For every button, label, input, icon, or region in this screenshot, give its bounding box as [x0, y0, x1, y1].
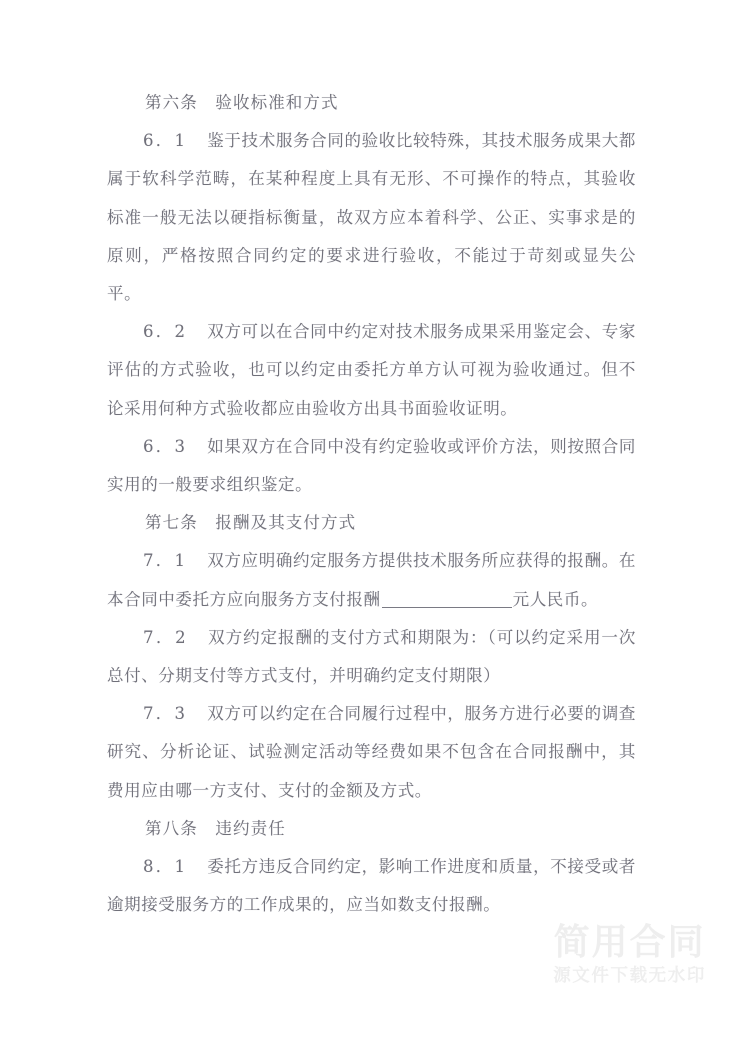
clause-8-1-text: 委托方违反合同约定，影响工作进度和质量，不接受或者逾期接受服务方的工作成果的，应当如数支付报酬。 [107, 857, 636, 915]
clause-7-3 [107, 695, 636, 810]
clause-6-2 [107, 313, 636, 428]
clause-8-1 [107, 848, 636, 924]
clause-7-1-number: 7．1 [143, 551, 188, 571]
clause-7-2-text: 双方约定报酬的支付方式和期限为：（可以约定采用一次总付、分期支付等方式支付，并明确约定支付期限） [107, 627, 636, 686]
clause-7-3-text: 双方可以约定在合同履行过程中，服务方进行必要的调查研究、分析论证、试验测定活动等经费如果不包含在合同报酬中，其费用应由哪一方支付、支付的金额及方式。 [107, 704, 636, 800]
clause-8-1-number: 8．1 [143, 857, 188, 877]
article-7-heading: 第七条 报酬及其支付方式 [145, 513, 357, 533]
clause-7-1-text-after: 元人民币。 [512, 589, 599, 609]
article-8-heading: 第八条 违约责任 [145, 818, 286, 838]
clause-6-1-text: 鉴于技术服务合同的验收比较特殊，其技术服务成果大都属于软科学范畴，在某种程度上具有无形、不可操作的特点，其验收标准一般无法以硬指标衡量，故双方应本着科学、公正、实事求是的原则，严格按照合同约定的要求进行验收，不能过于苛刻或显失公平。 [107, 131, 636, 304]
clause-6-1-number: 6．1 [143, 131, 188, 151]
watermark [553, 924, 706, 987]
clause-7-2 [107, 619, 636, 695]
payment-amount-blank[interactable] [382, 607, 512, 608]
watermark-main-text: 简用合同 [553, 922, 706, 964]
clause-6-3 [107, 428, 636, 504]
clause-7-2-number: 7．2 [143, 627, 188, 647]
clause-6-2-number: 6．2 [143, 322, 188, 342]
clause-6-2-text: 双方可以在合同中约定对技术服务成果采用鉴定会、专家评估的方式验收，也可以约定由委托方单方认可视为验收通过。但不论采用何种方式验收都应由验收方出具书面验收证明。 [107, 322, 636, 418]
clause-6-3-text: 如果双方在合同中没有约定验收或评价方法，则按照合同实用的一般要求组织鉴定。 [107, 436, 636, 495]
clause-7-1-text-before: 双方应明确约定服务方提供技术服务所应获得的报酬。在本合同中委托方应向服务方支付报酬 [107, 551, 636, 609]
watermark-sub-text: 源文件下载无水印 [553, 966, 706, 986]
clause-6-1 [107, 122, 636, 313]
clause-6-3-number: 6．3 [143, 436, 188, 456]
clause-7-1 [107, 542, 636, 618]
document-body [107, 84, 636, 924]
clause-7-3-number: 7．3 [143, 704, 188, 724]
article-6-heading: 第六条 验收标准和方式 [145, 93, 339, 112]
